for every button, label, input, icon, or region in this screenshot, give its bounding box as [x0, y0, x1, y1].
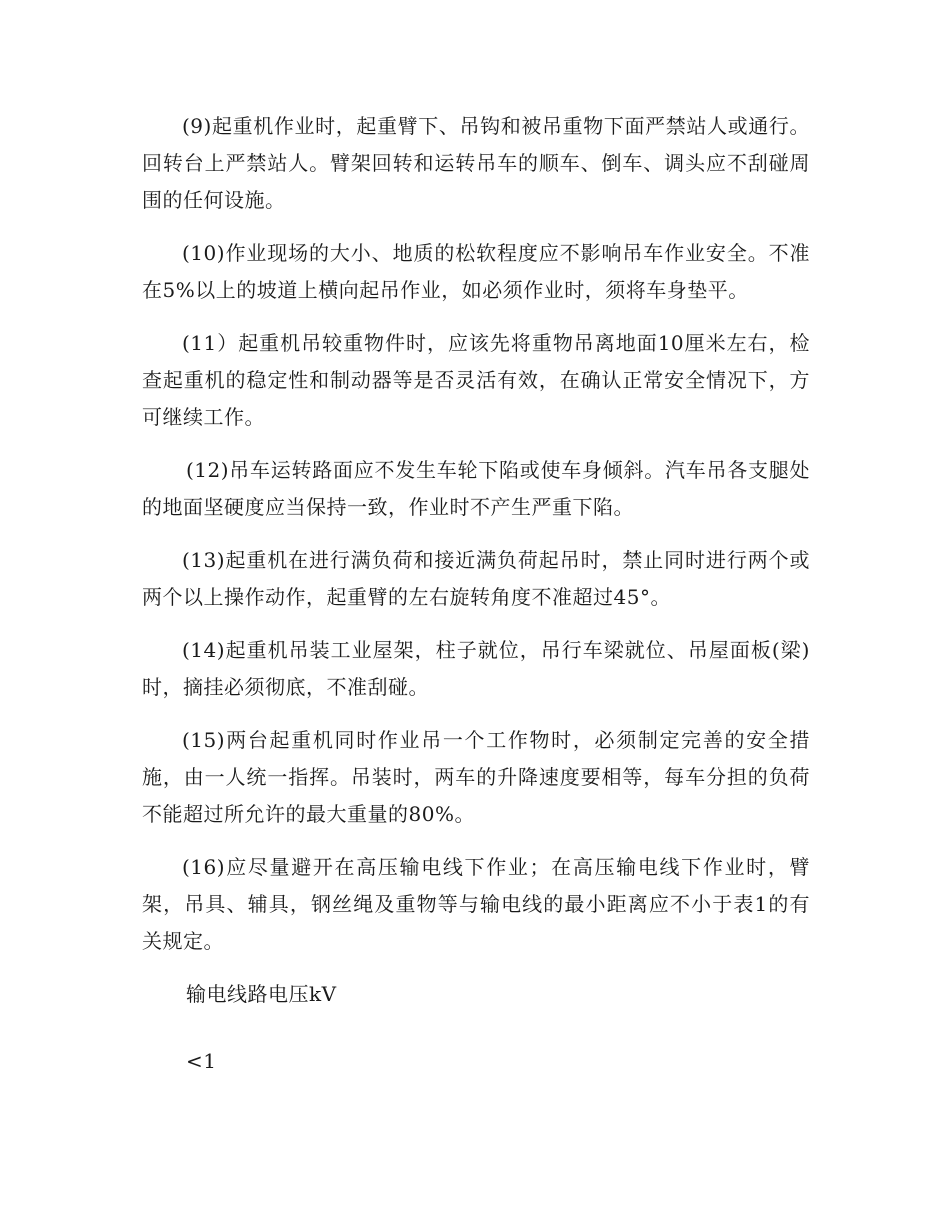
paragraph-12: (12)吊车运转路面应不发生车轮下陷或使车身倾斜。汽车吊各支腿处的地面坚硬度应当保持一致，作业时不产生严重下陷。	[142, 458, 810, 519]
table-value-first: <1	[186, 1049, 217, 1073]
paragraph-15: (15)两台起重机同时作业吊一个工作物时，必须制定完善的安全措施，由一人统一指挥。吊装时，两车的升降速度要相等，每车分担的负荷不能超过所允许的最大重量的80%。	[142, 728, 810, 826]
paragraph-13: (13)起重机在进行满负荷和接近满负荷起吊时，禁止同时进行两个或两个以上操作动作，起重臂的左右旋转角度不准超过45°。	[142, 548, 810, 609]
table-header-voltage: 输电线路电压kV	[186, 982, 337, 1006]
paragraph-10: (10)作业现场的大小、地质的松软程度应不影响吊车作业安全。不准在5%以上的坡道上横向起吊作业，如必须作业时，须将车身垫平。	[142, 241, 810, 302]
paragraph-9: (9)起重机作业时，起重臂下、吊钩和被吊重物下面严禁站人或通行。回转台上严禁站人。臂架回转和运转吊车的顺车、倒车、调头应不刮碰周围的任何设施。	[142, 114, 810, 212]
paragraph-14: (14)起重机吊装工业屋架，柱子就位，吊行车梁就位、吊屋面板(梁)时，摘挂必须彻底，不准刮碰。	[142, 638, 810, 699]
document-page	[142, 108, 810, 1080]
paragraph-11: (11）起重机吊较重物件时，应该先将重物吊离地面10厘米左右，检查起重机的稳定性和制动器等是否灵活有效，在确认正常安全情况下，方可继续工作。	[142, 331, 810, 429]
paragraph-16: (16)应尽量避开在高压输电线下作业；在高压输电线下作业时，臂架，吊具、辅具，钢丝绳及重物等与输电线的最小距离应不小于表1的有关规定。	[142, 855, 810, 953]
